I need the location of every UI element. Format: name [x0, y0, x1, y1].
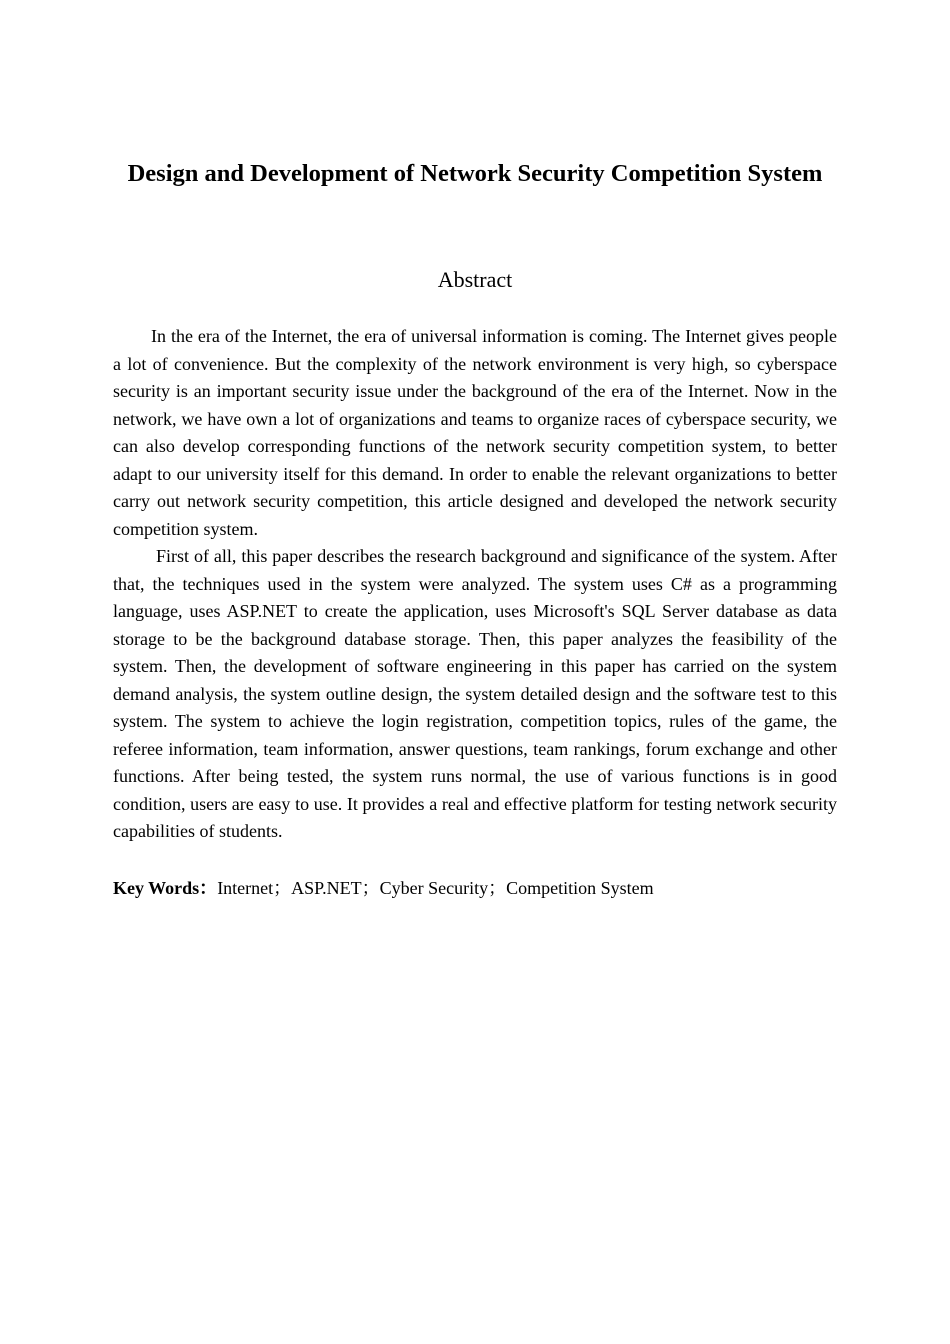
keywords-line	[113, 875, 837, 902]
document-title: Design and Development of Network Security Competition System	[127, 160, 823, 187]
abstract-heading: Abstract	[437, 267, 513, 292]
keywords-label: Key Words：	[113, 878, 218, 898]
abstract-body	[113, 323, 837, 846]
abstract-paragraph: In the era of the Internet, the era of universal information is coming. The Internet gives people a lot of convenience. But the complexity of the network environment is very high, so cyberspace security is an important security issue under the background of the era of the Internet. Now in the network, we have own a lot of organizations and teams to organize races of cyberspace security, we can also develop corresponding functions of the network security competition system, to better adapt to our university itself for this demand. In order to enable the relevant organizations to better carry out network security competition, this article designed and developed the network security competition system.	[113, 326, 837, 539]
abstract-paragraph: First of all, this paper describes the research background and significance of the system. After that, the techniques used in the system were analyzed. The system uses C# as a programming language, uses ASP.NET to create the application, uses Microsoft's SQL Server database as data storage to be the background database storage. Then, this paper analyzes the feasibility of the system. Then, the development of software engineering in this paper has carried on the system demand analysis, the system outline design, the system detailed design and the software test to this system. The system to achieve the login registration, competition topics, rules of the game, the referee information, team information, answer questions, team rankings, forum exchange and other functions. After being tested, the system runs normal, the use of various functions is in good condition, users are easy to use. It provides a real and effective platform for testing network security capabilities of students.	[113, 546, 837, 841]
keywords-values: Internet；ASP.NET；Cyber Security；Competition System	[217, 878, 654, 898]
